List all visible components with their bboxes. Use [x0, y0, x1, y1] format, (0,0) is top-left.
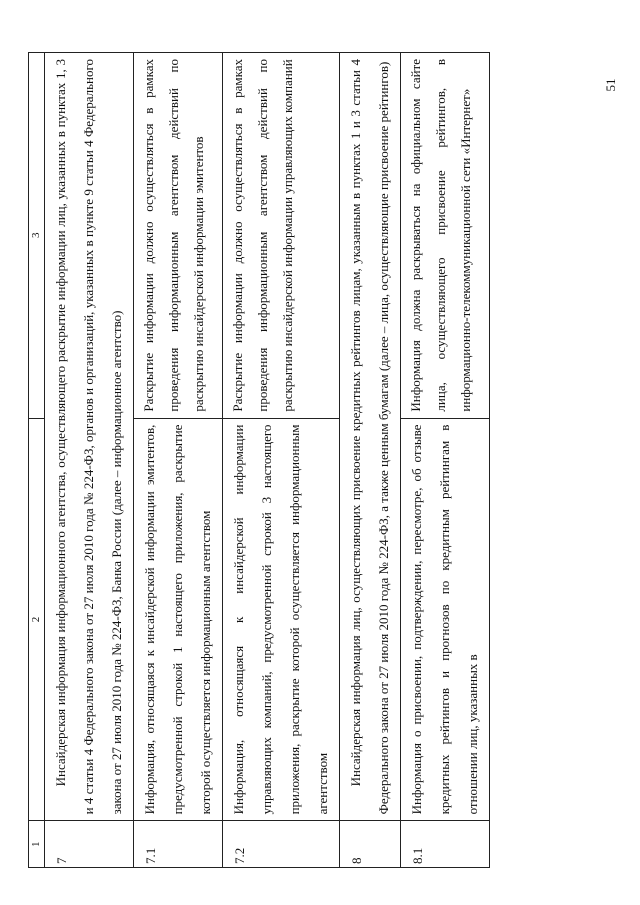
- row-number: 7: [45, 821, 134, 868]
- table-row: [223, 53, 340, 868]
- disclosure-cell: Раскрытие информации должно осуществляться в рамках проведения информационным агентством действий по раскрытию инсайдерской информации управляющих компаний: [223, 53, 340, 419]
- header-col-3: 3: [29, 53, 45, 419]
- disclosure-cell: Раскрытие информации должно осуществляться в рамках проведения информационным агентством действий по раскрытию инсайдерской информации эмитентов: [134, 53, 223, 419]
- row-number: 8: [340, 821, 401, 868]
- table-header-row: [29, 53, 45, 868]
- row-number: 8.1: [401, 821, 490, 868]
- disclosure-cell: Информация должна раскрываться на официальном сайте лица, осуществляющего присвоение рейтингов, в информационно-телекоммуникационной сети «Интернет»: [401, 53, 490, 419]
- insider-info-table: [28, 52, 490, 868]
- header-col-2: 2: [29, 418, 45, 821]
- table-row: [401, 53, 490, 868]
- section-title: Инсайдерская информация информационного агентства, осуществляющего раскрытие информации лиц, указанных в пунктах 1, 3 и 4 статьи 4 Федерального закона от 27 июля 2010 года № 224-ФЗ, органов и организаций, указанных в пункте 9 статьи 4 Федерального закона от 27 июля 2010 года № 224-ФЗ, Банка России (далее – информационное агентство): [45, 53, 134, 821]
- row-number: 7.1: [134, 821, 223, 868]
- rotated-document-page: [28, 52, 605, 868]
- row-number: 7.2: [223, 821, 340, 868]
- table-row: [134, 53, 223, 868]
- info-cell: Информация о присвоении, подтверждении, пересмотре, об отзыве кредитных рейтингов и прогнозов по кредитным рейтингам в отношении лиц, указанных в: [401, 418, 490, 821]
- header-col-1: 1: [29, 821, 45, 868]
- page-number: 51: [603, 78, 618, 92]
- section-title: Инсайдерская информация лиц, осуществляющих присвоение кредитных рейтингов лицам, указанным в пунктах 1 и 3 статьи 4 Федерального закона от 27 июля 2010 года № 224-ФЗ, а также ценным бумагам (далее – лица, осуществляющие присвоение рейтингов): [340, 53, 401, 821]
- info-cell: Информация, относящаяся к инсайдерской информации управляющих компаний, предусмотренной строкой 3 настоящего приложения, раскрытие которой осуществляется информационным агентством: [223, 418, 340, 821]
- table-row: [45, 53, 134, 868]
- info-cell: Информация, относящаяся к инсайдерской информации эмитентов, предусмотренной строкой 1 настоящего приложения, раскрытие которой осуществляется информационным агентством: [134, 418, 223, 821]
- table-row: [340, 53, 401, 868]
